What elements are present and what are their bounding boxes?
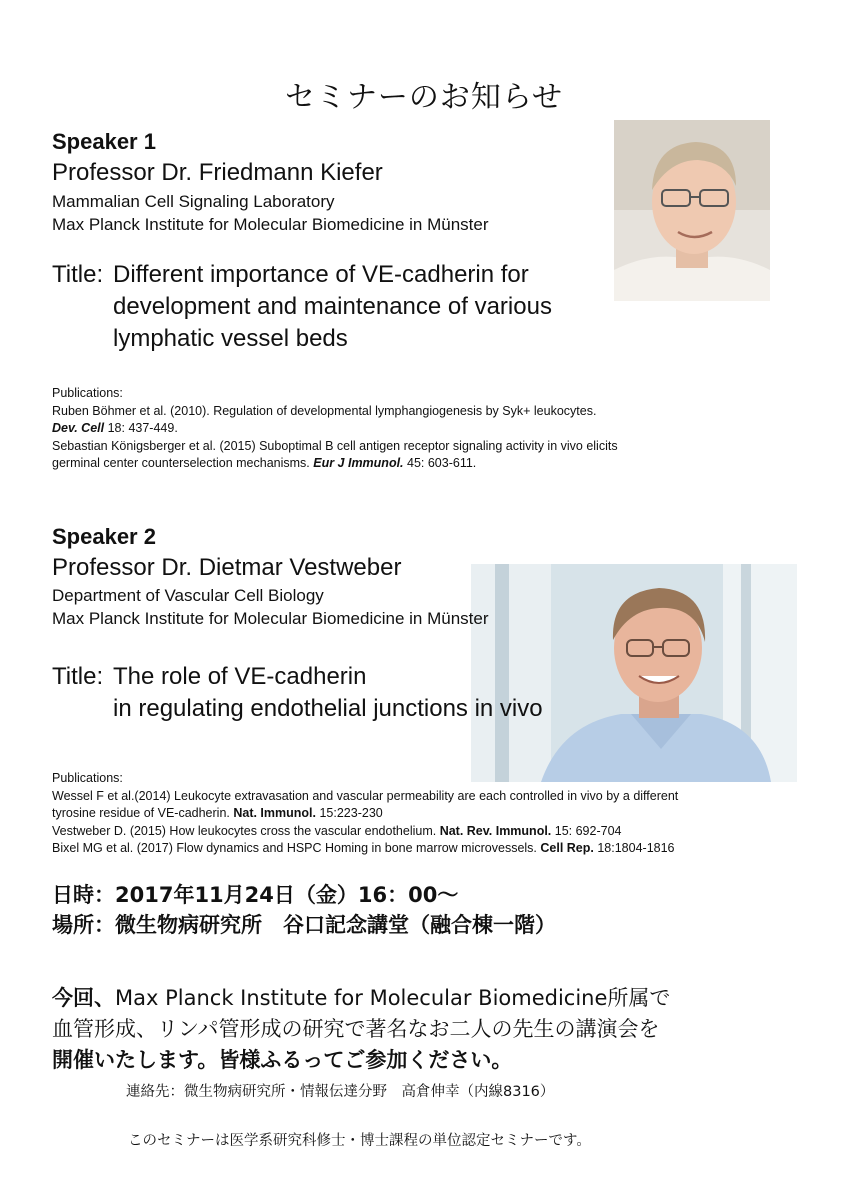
talk-title-line: development and maintenance of various (113, 293, 552, 320)
publications-label: Publications: (52, 771, 123, 785)
citation-detail: 15: 692-704 (551, 823, 622, 838)
talk-title-label: Title: (52, 261, 104, 288)
publication-line (52, 455, 792, 473)
journal-name: Nat. Immunol. (233, 806, 316, 820)
speaker-1-lab: Mammalian Cell Signaling Laboratory (52, 192, 335, 211)
talk-title-line: lymphatic vessel beds (113, 325, 348, 352)
publication-line (52, 420, 792, 438)
citation-detail: 18: 437-449. (104, 421, 178, 435)
citation-text: Vestweber D. (2015) How leukocytes cross the vascular endothelium. (52, 823, 440, 838)
speaker-2-department: Department of Vascular Cell Biology (52, 586, 324, 605)
speaker-1-institute: Max Planck Institute for Molecular Biomedicine in Münster (52, 215, 489, 234)
citation-detail: 18:1804-1816 (593, 841, 675, 855)
speaker-2-name: Professor Dr. Dietmar Vestweber (52, 554, 402, 581)
talk-title-line: Different importance of VE-cadherin for (113, 261, 529, 288)
talk-title-line: The role of VE-cadherin (113, 663, 367, 690)
announcement-line (52, 983, 832, 1014)
citation-text: germinal center counterselection mechanisms. (52, 456, 314, 470)
speaker-1-name: Professor Dr. Friedmann Kiefer (52, 159, 383, 186)
talk-title-label: Title: (52, 663, 104, 690)
speaker-1-heading: Speaker 1 (52, 129, 156, 154)
speaker-2-publications (52, 770, 812, 858)
citation-text: tyrosine residue of VE-cadherin. (52, 806, 234, 820)
event-datetime: 日時：2017年11月24日（金）16：00～ (52, 883, 459, 907)
speaker-1-photo (614, 120, 770, 301)
publication-line (52, 823, 812, 841)
publication-line: Sebastian Königsberger et al. (2015) Suboptimal B cell antigen receptor signaling activity in vivo elicits (52, 438, 618, 453)
speaker-2-institute: Max Planck Institute for Molecular Biomedicine in Münster (52, 609, 489, 628)
talk-title-line: in regulating endothelial junctions in vivo (113, 695, 543, 722)
citation-text: Bixel MG et al. (2017) Flow dynamics and HSPC Homing in bone marrow microvessels. (52, 841, 541, 855)
publication-line: Ruben Böhmer et al. (2010). Regulation of developmental lymphangiogenesis by Syk+ leukocytes. (52, 403, 597, 418)
publication-line (52, 805, 812, 823)
announcement-line: 血管形成、リンパ管形成の研究で著名なお二人の先生の講演会を (52, 1017, 660, 1041)
announcement-lead: 今回、 (52, 986, 115, 1010)
portrait-image (614, 120, 770, 301)
speaker-2-heading: Speaker 2 (52, 524, 156, 549)
credit-note: このセミナーは医学系研究科修士・博士課程の単位認定セミナーです。 (128, 1133, 591, 1149)
event-place: 場所：微生物病研究所 谷口記念講堂（融合棟一階） (52, 913, 556, 937)
page-title: セミナーのお知らせ (284, 80, 564, 115)
contact-info: 連絡先：微生物病研究所・情報伝達分野 高倉伸幸（内線8316） (126, 1084, 555, 1100)
event-info (52, 880, 556, 940)
publication-line (52, 840, 812, 858)
announcement-line: 開催いたします。皆様ふるってご参加ください。 (52, 1048, 513, 1072)
announcement (52, 983, 832, 1076)
announcement-text: Max Planck Institute for Molecular Biomedicine所属で (115, 986, 671, 1010)
speaker-2-talk-title (52, 661, 543, 725)
speaker-1-publications (52, 385, 792, 473)
journal-name: Eur J Immunol. (313, 456, 404, 470)
journal-name: Dev. Cell (52, 421, 105, 435)
publications-label: Publications: (52, 386, 123, 400)
publication-line: Wessel F et al.(2014) Leukocyte extravasation and vascular permeability are each controlled in vivo by a different (52, 788, 679, 803)
speaker-2-affiliation (52, 584, 489, 630)
speaker-1-affiliation (52, 190, 489, 236)
journal-name: Cell Rep. (540, 841, 594, 855)
journal-name: Nat. Rev. Immunol. (439, 823, 552, 838)
citation-detail: 45: 603-611. (403, 456, 477, 470)
citation-detail: 15:223-230 (316, 806, 383, 820)
speaker-1-talk-title (52, 259, 552, 355)
